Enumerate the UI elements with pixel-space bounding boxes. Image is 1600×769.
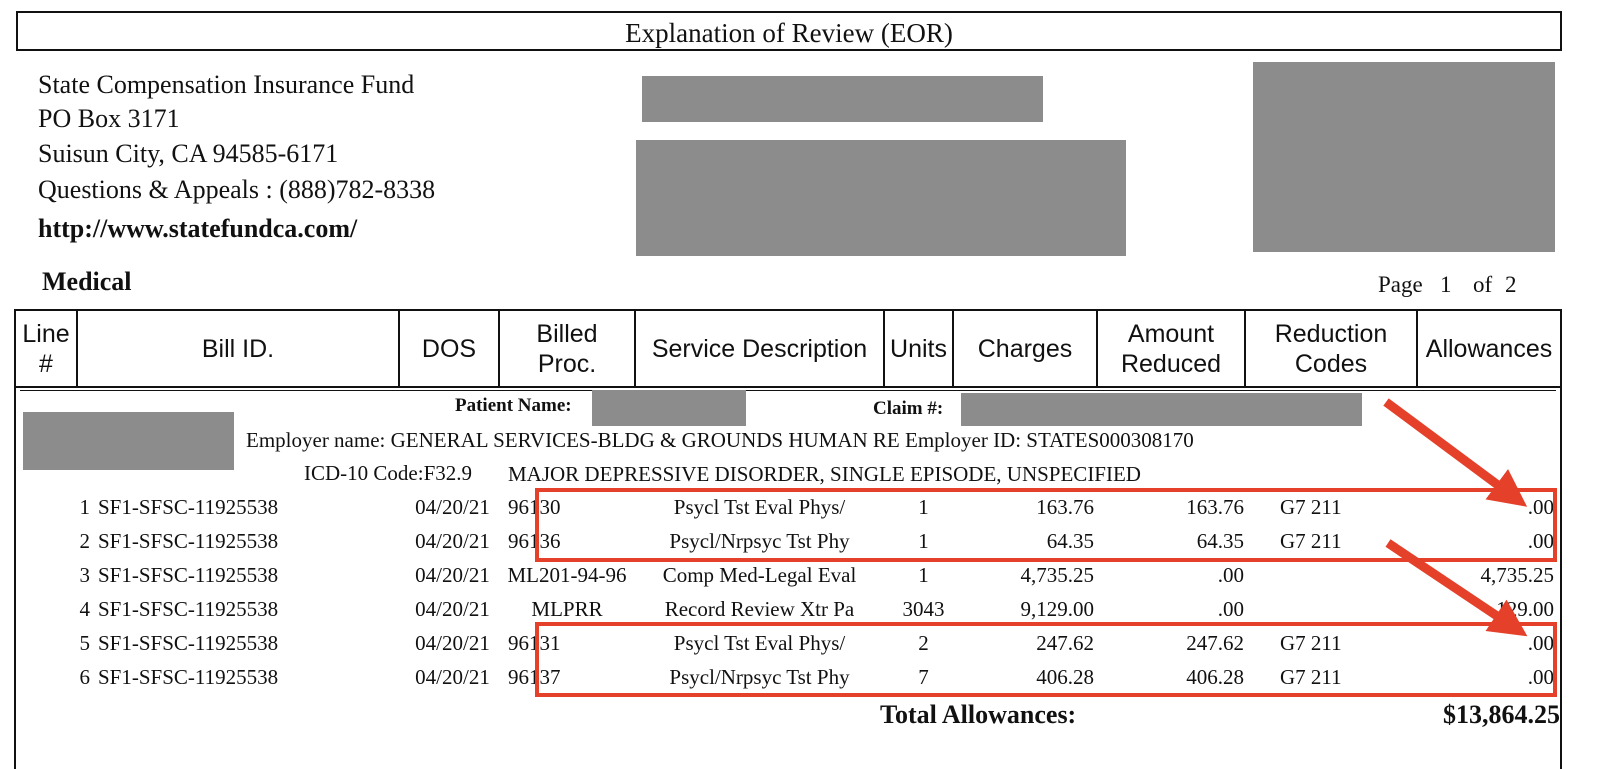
row-charges: 163.76: [1036, 495, 1094, 519]
row-allowance: .00: [1527, 495, 1554, 519]
row-bill-id: SF1-SFSC-11925538: [98, 529, 279, 553]
row-allowance: .00: [1527, 631, 1554, 655]
row-dos: 04/20/21: [415, 563, 490, 587]
patient-name-label: Patient Name:: [455, 395, 572, 416]
row-dos: 04/20/21: [415, 631, 490, 655]
row-bill-id: SF1-SFSC-11925538: [98, 665, 279, 689]
row-allowance: 4,735.25: [1480, 563, 1554, 587]
payer-website-link[interactable]: http://www.statefundca.com/: [38, 214, 358, 243]
row-service-description: Psycl Tst Eval Phys/: [673, 495, 846, 519]
col-header-billed-proc-bottom: Proc.: [537, 350, 597, 378]
row-dos: 04/20/21: [415, 529, 490, 553]
row-line-number: 1: [79, 495, 90, 519]
total-allowances-value: $13,864.25: [1443, 700, 1560, 729]
row-billed-proc: 96131: [508, 631, 561, 655]
row-charges: 406.28: [1036, 665, 1094, 689]
col-header-allowances: Allowances: [1425, 335, 1553, 363]
row-reduction-codes: G7 211: [1280, 631, 1342, 655]
row-line-number: 5: [79, 631, 90, 655]
row-dos: 04/20/21: [415, 665, 490, 689]
row-amount-reduced: 406.28: [1186, 665, 1244, 689]
row-reduction-codes: G7 211: [1280, 665, 1342, 689]
row-charges: 64.35: [1046, 529, 1094, 553]
row-allowance: 129.00: [1496, 597, 1554, 621]
row-service-description: Psycl/Nrpsyc Tst Phy: [669, 665, 850, 689]
row-units: 7: [918, 665, 929, 689]
row-line-number: 4: [79, 597, 90, 621]
row-charges: 247.62: [1036, 631, 1094, 655]
icd-description: MAJOR DEPRESSIVE DISORDER, SINGLE EPISODE, UNSPECIFIED: [508, 462, 1141, 486]
col-header-billed-proc-top: Billed: [536, 320, 598, 348]
col-header-line-bottom: #: [39, 350, 53, 378]
row-units: 1: [918, 563, 929, 587]
row-units: 1: [918, 529, 929, 553]
col-header-charges: Charges: [977, 335, 1073, 363]
col-header-amount-reduced-bottom: Reduced: [1120, 350, 1222, 378]
row-bill-id: SF1-SFSC-11925538: [98, 597, 279, 621]
row-allowance: .00: [1527, 529, 1554, 553]
row-allowance: .00: [1527, 665, 1554, 689]
page-label: Page: [1378, 272, 1423, 297]
arrow-icon: [1388, 543, 1518, 630]
row-billed-proc: 96136: [508, 529, 561, 553]
col-header-service-description: Service Description: [651, 335, 868, 363]
payer-name: State Compensation Insurance Fund: [38, 70, 415, 99]
col-header-line-top: Line: [22, 320, 70, 348]
row-bill-id: SF1-SFSC-11925538: [98, 495, 279, 519]
row-bill-id: SF1-SFSC-11925538: [98, 563, 279, 587]
row-service-description: Comp Med-Legal Eval: [662, 563, 857, 587]
row-line-number: 3: [79, 563, 90, 587]
col-header-reduction-codes-top: Reduction: [1274, 320, 1388, 348]
row-amount-reduced: 163.76: [1186, 495, 1244, 519]
row-reduction-codes: G7 211: [1280, 529, 1342, 553]
arrow-icon: [1386, 402, 1518, 500]
row-amount-reduced: .00: [1217, 563, 1244, 587]
row-line-number: 2: [79, 529, 90, 553]
page-total: 2: [1505, 272, 1517, 297]
col-header-bill-id: Bill ID.: [201, 335, 275, 363]
col-header-units: Units: [890, 335, 947, 363]
row-service-description: Record Review Xtr Pa: [664, 597, 855, 621]
claim-number-label: Claim #:: [873, 398, 944, 419]
col-header-dos: DOS: [421, 335, 477, 363]
icd-code: ICD-10 Code:F32.9: [304, 461, 472, 485]
row-reduction-codes: G7 211: [1280, 495, 1342, 519]
row-amount-reduced: .00: [1217, 597, 1244, 621]
row-bill-id: SF1-SFSC-11925538: [98, 631, 279, 655]
total-allowances-label: Total Allowances:: [880, 700, 1077, 729]
page-current: 1: [1440, 272, 1452, 297]
payer-po-box: PO Box 3171: [38, 104, 180, 133]
payer-questions-phone: Questions & Appeals : (888)782-8338: [38, 175, 436, 204]
row-charges: 9,129.00: [1020, 597, 1094, 621]
row-units: 2: [918, 631, 929, 655]
row-service-description: Psycl Tst Eval Phys/: [673, 631, 846, 655]
row-billed-proc: 96137: [508, 665, 561, 689]
row-service-description: Psycl/Nrpsyc Tst Phy: [669, 529, 850, 553]
row-units: 1: [918, 495, 929, 519]
row-line-number: 6: [79, 665, 90, 689]
row-amount-reduced: 64.35: [1196, 529, 1244, 553]
row-dos: 04/20/21: [415, 495, 490, 519]
payer-city-state-zip: Suisun City, CA 94585-6171: [38, 139, 339, 168]
row-billed-proc: ML201-94-96: [507, 563, 627, 587]
page-of-label: of: [1473, 272, 1493, 297]
row-charges: 4,735.25: [1020, 563, 1094, 587]
row-units: 3043: [902, 597, 945, 621]
document-title: Explanation of Review (EOR): [625, 18, 953, 48]
row-amount-reduced: 247.62: [1186, 631, 1244, 655]
row-dos: 04/20/21: [415, 597, 490, 621]
employer-info: Employer name: GENERAL SERVICES-BLDG & GROUNDS HUMAN RE Employer ID: STATES000308170: [246, 428, 1194, 452]
col-header-reduction-codes-bottom: Codes: [1294, 350, 1368, 378]
section-label: Medical: [42, 267, 132, 296]
row-billed-proc: MLPRR: [531, 597, 603, 621]
row-billed-proc: 96130: [508, 495, 561, 519]
col-header-amount-reduced-top: Amount: [1127, 320, 1215, 348]
